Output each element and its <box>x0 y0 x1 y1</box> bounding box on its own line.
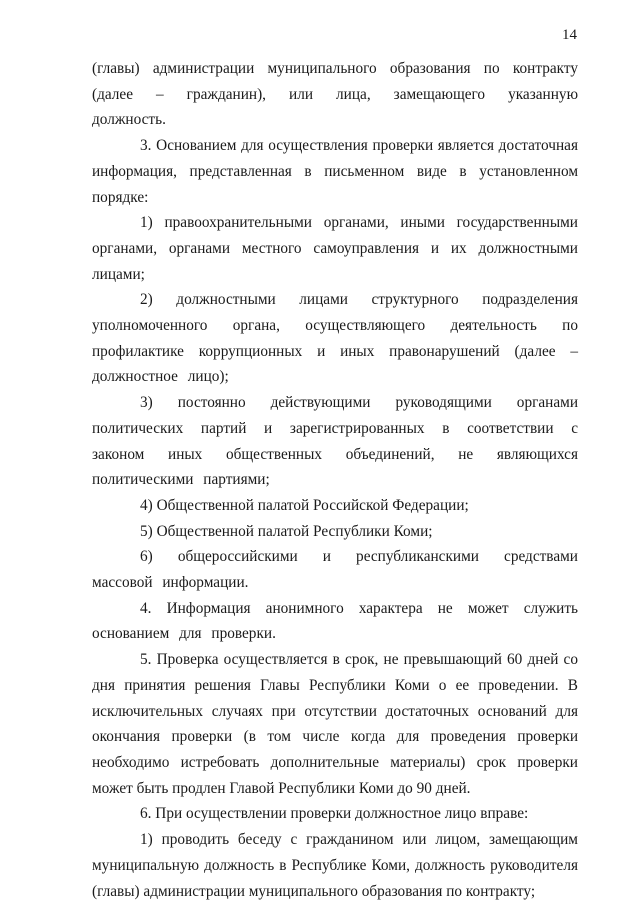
paragraph-subitem-6: 6) общероссийскими и республиканскими средствами массовой информации. <box>92 548 578 592</box>
paragraph-subitem-2: 2) должностными лицами структурного подразделения уполномоченного органа, осуществляющего деятельность по профилактике коррупционных и иных правонарушений (далее – должностное лицо); <box>92 291 578 386</box>
document-body <box>92 56 578 904</box>
paragraph-subitem-1b: 1) проводить беседу с гражданином или лицом, замещающим муниципальную должность в Республике Коми, должность руководителя (главы) администрации муниципального образования по контракту; <box>92 831 578 900</box>
paragraph-subitem-3: 3) постоянно действующими руководящими органами политических партий и зарегистрированных в соответствии с законом иных общественных объединений, не являющихся политическими партиями; <box>92 394 578 489</box>
page-number: 14 <box>562 27 577 43</box>
paragraph-item-3: 3. Основанием для осуществления проверки является достаточная информация, представленная в письменном виде в установленном порядке: <box>92 137 578 206</box>
paragraph-item-6: 6. При осуществлении проверки должностное лицо вправе: <box>140 805 529 823</box>
paragraph-item-5: 5. Проверка осуществляется в срок, не превышающий 60 дней со дня принятия решения Главы Республики Коми о ее проведении. В исключительных случаях при отсутствии достаточных оснований для окончания проверки (в том числе когда для проведения проверки необходимо истребовать дополнительные материалы) срок проверки может быть продлен Главой Республики Коми до 90 дней. <box>92 651 578 797</box>
paragraph-continuation: (главы) администрации муниципального образования по контракту (далее – гражданин), или лица, замещающего указанную должность. <box>92 60 578 129</box>
paragraph-subitem-5: 5) Общественной палатой Республики Коми; <box>140 522 433 540</box>
paragraph-subitem-1: 1) правоохранительными органами, иными государственными органами, органами местного самоуправления и их должностными лицами; <box>92 214 578 283</box>
paragraph-item-4: 4. Информация анонимного характера не может служить основанием для проверки. <box>92 599 578 643</box>
paragraph-subitem-4: 4) Общественной палатой Российской Федерации; <box>140 496 469 514</box>
